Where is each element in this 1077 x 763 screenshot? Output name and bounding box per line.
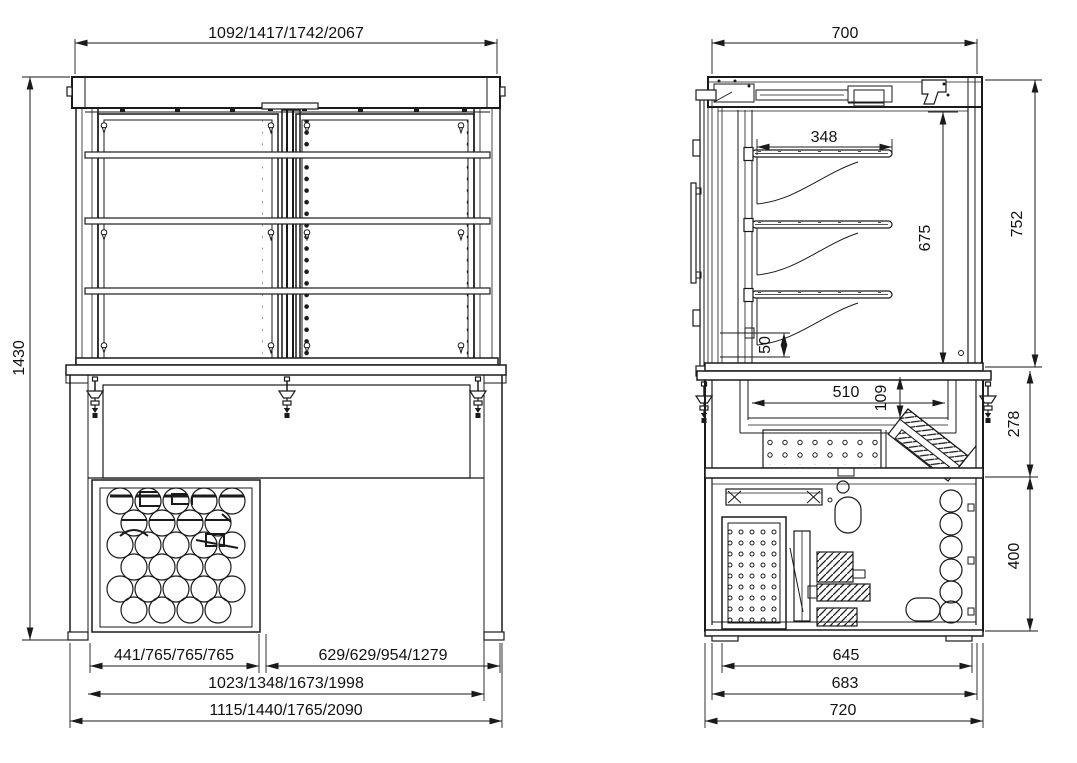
dim-side-well-depth: 109	[873, 384, 890, 412]
foot-right	[946, 636, 972, 641]
dim-side-base-mid: 683	[831, 675, 859, 692]
dim-side-shelf-gap: 50	[757, 336, 774, 354]
dim-side-shelf-depth: 348	[810, 129, 838, 146]
dim-front-width-top: 1092/1417/1742/2067	[208, 25, 364, 42]
dim-side-base-height: 400	[1006, 542, 1023, 570]
ventilation-grille	[92, 480, 260, 632]
foot-left	[712, 636, 738, 641]
glass-door	[691, 90, 722, 376]
foot-right	[484, 632, 504, 640]
pipe-oval	[835, 497, 861, 533]
countertop-front	[66, 365, 506, 375]
dim-side-inner-height: 675	[917, 224, 934, 252]
center-divider	[282, 110, 300, 373]
foot-left	[68, 632, 88, 640]
door-handle	[691, 183, 696, 283]
dim-side-mid-height: 278	[1006, 410, 1023, 438]
divider-top-bracket	[262, 103, 318, 109]
compressor	[808, 552, 870, 626]
dim-front-base-inner: 1023/1348/1673/1998	[208, 675, 364, 692]
dim-side-base-inner: 645	[832, 647, 860, 664]
dim-side-base-overall: 720	[829, 702, 857, 719]
shelf	[744, 148, 892, 205]
tank-oval	[906, 598, 940, 621]
condenser-coil-circles	[940, 490, 962, 623]
door-hinge	[693, 310, 700, 326]
dim-front-base-overall: 1115/1440/1765/2090	[209, 702, 363, 719]
left-post	[76, 108, 98, 373]
dim-front-height: 1430	[11, 340, 28, 376]
back-wall	[959, 77, 983, 371]
shelf	[744, 219, 892, 276]
dim-side-depth-top: 700	[831, 25, 859, 42]
display-base-band	[76, 358, 498, 365]
dim-side-well-width: 510	[832, 384, 860, 401]
door-hinge	[693, 140, 700, 156]
countertop-side	[697, 371, 991, 380]
right-post	[474, 108, 500, 373]
canopy-bracket	[922, 80, 946, 104]
machine-compartment	[705, 481, 983, 641]
side-view	[691, 25, 1042, 728]
pipe-hole	[837, 481, 849, 493]
dim-front-base-left: 441/765/765/765	[113, 647, 235, 664]
dim-side-upper-height: 752	[1009, 210, 1026, 238]
front-view	[11, 25, 506, 728]
mounting-clamp	[279, 377, 295, 418]
canopy-side	[708, 77, 982, 107]
mounting-clamp	[87, 377, 103, 418]
dim-front-base-right: 629/629/954/1279	[318, 647, 448, 664]
